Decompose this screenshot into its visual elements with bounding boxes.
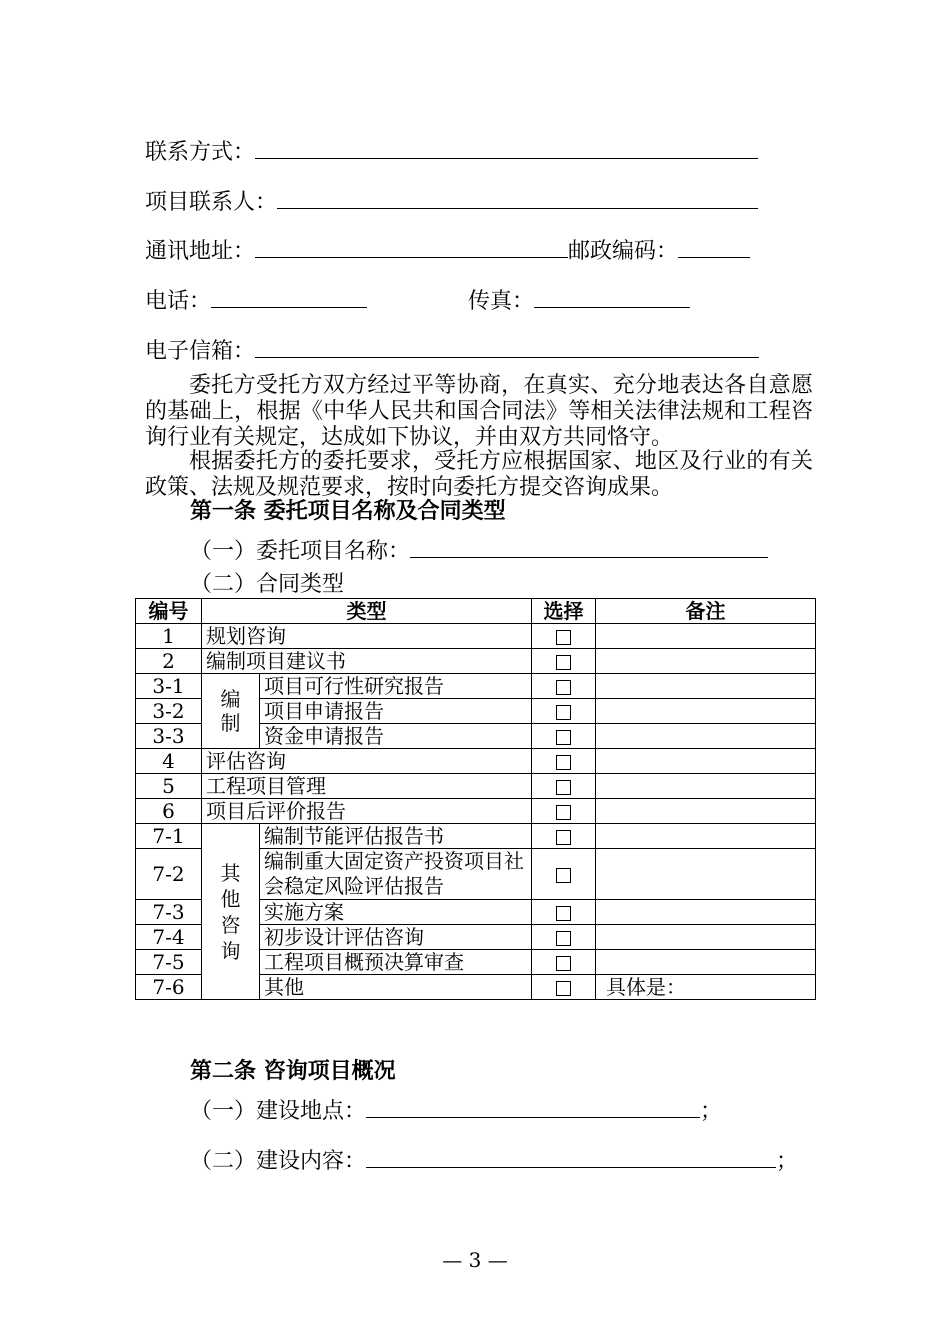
table-row	[136, 674, 816, 699]
fax-field[interactable]	[534, 287, 690, 308]
row-note[interactable]	[596, 849, 816, 900]
row-type: 评估咨询	[202, 749, 532, 774]
table-row	[136, 774, 816, 799]
row-note[interactable]	[596, 699, 816, 724]
checkbox[interactable]	[556, 705, 571, 720]
postcode-label: 邮政编码：	[568, 239, 679, 264]
checkbox[interactable]	[556, 868, 571, 883]
row-type: 编制节能评估报告书	[260, 824, 532, 849]
project-name-label: （一）委托项目名称：	[190, 539, 411, 564]
contact-method-field[interactable]	[255, 138, 758, 159]
row-type: 项目申请报告	[260, 699, 532, 724]
header-note: 备注	[596, 599, 816, 624]
row-type: 初步设计评估咨询	[260, 925, 532, 950]
checkbox[interactable]	[556, 755, 571, 770]
row-type: 工程项目管理	[202, 774, 532, 799]
construction-site-end: ；	[700, 1099, 723, 1124]
row-type: 编制项目建议书	[202, 649, 532, 674]
row-num: 7-2	[136, 849, 202, 900]
checkbox[interactable]	[556, 805, 571, 820]
page-number: — 3 —	[442, 1248, 508, 1272]
row-num: 3-2	[136, 699, 202, 724]
row-num: 7-6	[136, 975, 202, 1000]
construction-content-field[interactable]	[366, 1147, 776, 1168]
row-note[interactable]	[596, 950, 816, 975]
row-note[interactable]	[596, 824, 816, 849]
row-note[interactable]	[596, 724, 816, 749]
row-num: 3-3	[136, 724, 202, 749]
row-type: 其他	[260, 975, 532, 1000]
row-num: 6	[136, 799, 202, 824]
row-type: 规划咨询	[202, 624, 532, 649]
table-row	[136, 824, 816, 849]
checkbox[interactable]	[556, 931, 571, 946]
construction-site-field[interactable]	[366, 1097, 700, 1118]
article1-title: 第一条 委托项目名称及合同类型	[190, 499, 506, 524]
construction-content-label: （二）建设内容：	[190, 1149, 367, 1174]
fax-label: 传真：	[468, 289, 535, 314]
project-name-row	[190, 537, 768, 565]
contract-type-table	[135, 598, 816, 1000]
construction-site-row	[190, 1097, 722, 1125]
address-field[interactable]	[255, 237, 568, 258]
row-note[interactable]	[596, 925, 816, 950]
agreement-paragraph: 委托方受托方双方经过平等协商，在真实、充分地表达各自意愿的基础上，根据《中华人民共和国合同法》等相关法律法规和工程咨询行业有关规定，达成如下协议，并由双方共同恪守。	[145, 373, 813, 450]
row-num: 3-1	[136, 674, 202, 699]
checkbox[interactable]	[556, 981, 571, 996]
group-other: 其 他 咨 询	[202, 824, 260, 1000]
checkbox[interactable]	[556, 830, 571, 845]
row-num: 1	[136, 624, 202, 649]
row-num: 5	[136, 774, 202, 799]
group-compile: 编 制	[202, 674, 260, 749]
header-num: 编号	[136, 599, 202, 624]
row-type: 编制重大固定资产投资项目社会稳定风险评估报告	[260, 849, 532, 900]
row-num: 7-3	[136, 900, 202, 925]
table-row	[136, 799, 816, 824]
checkbox[interactable]	[556, 630, 571, 645]
requirement-paragraph: 根据委托方的委托要求，受托方应根据国家、地区及行业的有关政策、法规及规范要求，按时向委托方提交咨询成果。	[145, 449, 813, 500]
checkbox[interactable]	[556, 655, 571, 670]
construction-content-end: ；	[776, 1149, 799, 1174]
checkbox[interactable]	[556, 680, 571, 695]
email-field[interactable]	[255, 337, 759, 358]
checkbox[interactable]	[556, 730, 571, 745]
row-type: 项目后评价报告	[202, 799, 532, 824]
address-label: 通讯地址：	[145, 239, 256, 264]
row-num: 7-1	[136, 824, 202, 849]
row-note[interactable]	[596, 799, 816, 824]
row-note[interactable]	[596, 649, 816, 674]
row-num: 7-5	[136, 950, 202, 975]
email-label: 电子信箱：	[145, 339, 256, 364]
header-select: 选择	[532, 599, 596, 624]
phone-row	[145, 287, 367, 315]
table-header-row	[136, 599, 816, 624]
row-note[interactable]	[596, 624, 816, 649]
checkbox[interactable]	[556, 956, 571, 971]
row-note[interactable]	[596, 774, 816, 799]
row-type: 资金申请报告	[260, 724, 532, 749]
table-row	[136, 624, 816, 649]
email-row	[145, 337, 759, 365]
checkbox[interactable]	[556, 780, 571, 795]
construction-site-label: （一）建设地点：	[190, 1099, 367, 1124]
row-note[interactable]	[596, 900, 816, 925]
row-num: 7-4	[136, 925, 202, 950]
row-note[interactable]: 具体是：	[596, 975, 816, 1000]
project-contact-field[interactable]	[277, 188, 758, 209]
construction-content-row	[190, 1147, 798, 1175]
address-row	[145, 237, 750, 265]
table-row	[136, 749, 816, 774]
article2-title: 第二条 咨询项目概况	[190, 1059, 396, 1084]
project-contact-label: 项目联系人：	[145, 190, 278, 215]
row-num: 4	[136, 749, 202, 774]
table-row	[136, 649, 816, 674]
contract-type-label: （二）合同类型	[190, 572, 345, 597]
project-contact-row	[145, 188, 758, 216]
postcode-field[interactable]	[678, 237, 750, 258]
row-note[interactable]	[596, 749, 816, 774]
phone-field[interactable]	[211, 287, 367, 308]
project-name-field[interactable]	[410, 537, 768, 558]
header-type: 类型	[202, 599, 532, 624]
contact-method-row	[145, 138, 758, 166]
contact-method-label: 联系方式：	[145, 140, 256, 165]
phone-label: 电话：	[145, 289, 212, 314]
row-type: 实施方案	[260, 900, 532, 925]
row-note[interactable]	[596, 674, 816, 699]
row-type: 工程项目概预决算审查	[260, 950, 532, 975]
checkbox[interactable]	[556, 906, 571, 921]
row-type: 项目可行性研究报告	[260, 674, 532, 699]
row-num: 2	[136, 649, 202, 674]
fax-row	[468, 287, 690, 315]
